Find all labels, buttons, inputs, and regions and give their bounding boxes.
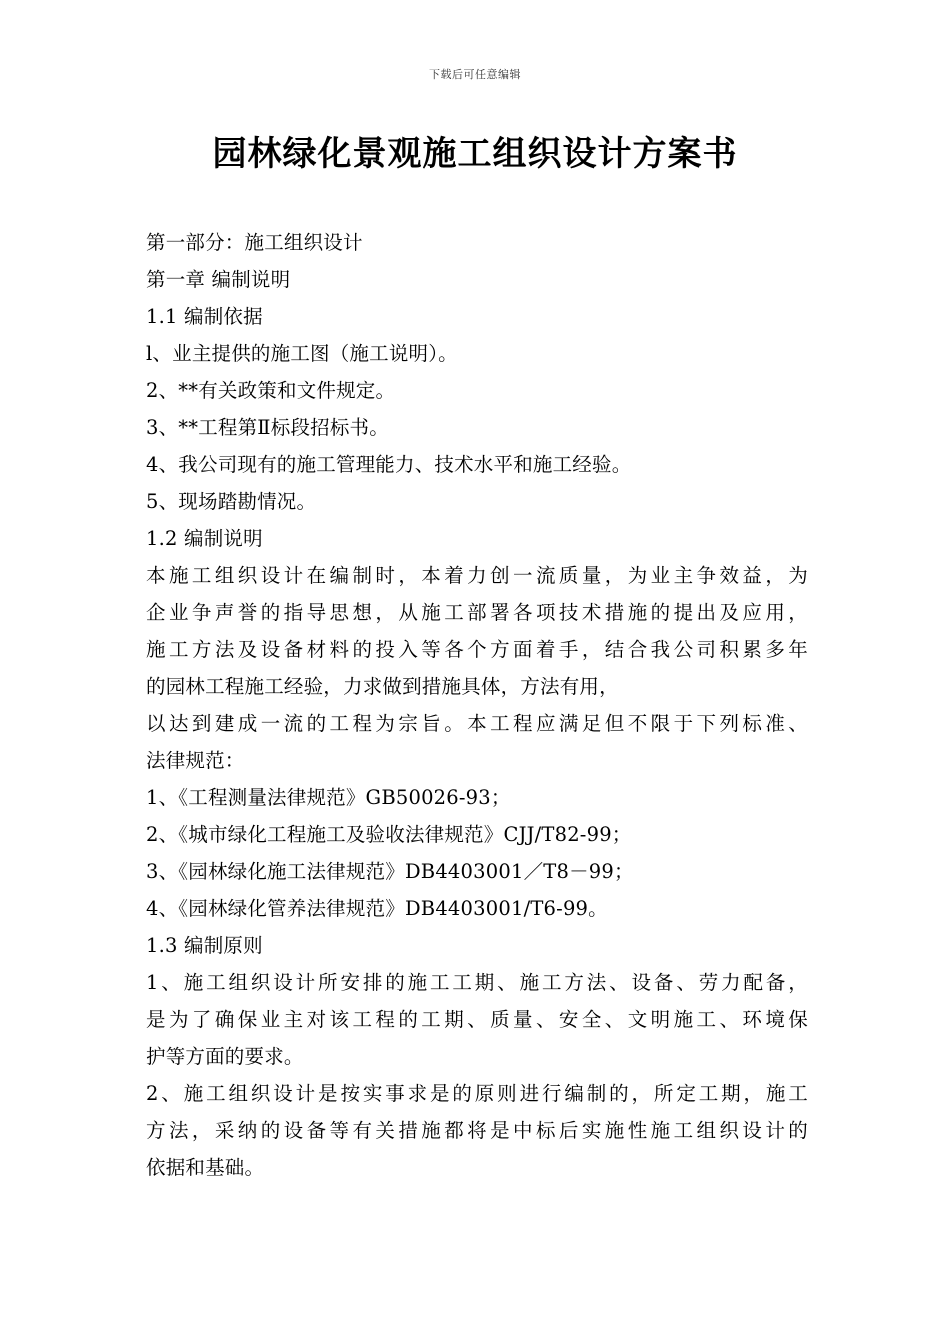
principle-line: 1、施工组织设计所安排的施工工期、施工方法、设备、劳力配备， [146,971,808,994]
list-item: 4、我公司现有的施工管理能力、技术水平和施工经验。 [146,453,632,476]
standard-item: 2、《城市绿化工程施工及验收法律规范》CJJ/T82-99； [146,823,632,846]
document-body [146,224,808,1186]
chapter-heading: 第一章 编制说明 [146,268,291,291]
principle-line: 2、施工组织设计是按实事求是的原则进行编制的，所定工期，施工 [146,1082,808,1105]
list-item: 3、**工程第Ⅱ标段招标书。 [146,416,389,439]
list-item: 2、**有关政策和文件规定。 [146,379,396,402]
principle-line: 依据和基础。 [146,1156,265,1179]
standard-item: 3、《园林绿化施工法律规范》DB4403001／T8－99； [146,860,634,883]
document-title: 园林绿化景观施工组织设计方案书 [212,134,738,174]
principle-line: 护等方面的要求。 [146,1045,304,1068]
list-item: l、业主提供的施工图（施工说明）。 [146,342,458,365]
part-heading: 第一部分：施工组织设计 [146,231,363,254]
paragraph-line: 的园林工程施工经验，力求做到措施具体，方法有用， [146,675,619,698]
paragraph-line: 以达到建成一流的工程为宗旨。本工程应满足但不限于下列标准、 [146,712,808,735]
section-heading: 1.3 编制原则 [146,934,263,957]
list-item: 5、现场踏勘情况。 [146,490,317,513]
section-heading: 1.1 编制依据 [146,305,263,328]
paragraph-line: 本施工组织设计在编制时，本着力创一流质量，为业主争效益，为 [146,564,808,587]
section-heading: 1.2 编制说明 [146,527,263,550]
principle-line: 方法，采纳的设备等有关措施都将是中标后实施性施工组织设计的 [146,1119,808,1142]
header-note: 下载后可任意编辑 [429,68,521,81]
paragraph-line: 施工方法及设备材料的投入等各个方面着手，结合我公司积累多年 [146,638,808,661]
standard-item: 1、《工程测量法律规范》GB50026-93； [146,786,511,809]
principle-line: 是为了确保业主对该工程的工期、质量、安全、文明施工、环境保 [146,1008,808,1031]
standard-item: 4、《园林绿化管养法律规范》DB4403001/T6-99。 [146,897,608,920]
paragraph-line: 企业争声誉的指导思想，从施工部署各项技术措施的提出及应用， [146,601,808,624]
paragraph-line: 法律规范： [146,749,245,772]
